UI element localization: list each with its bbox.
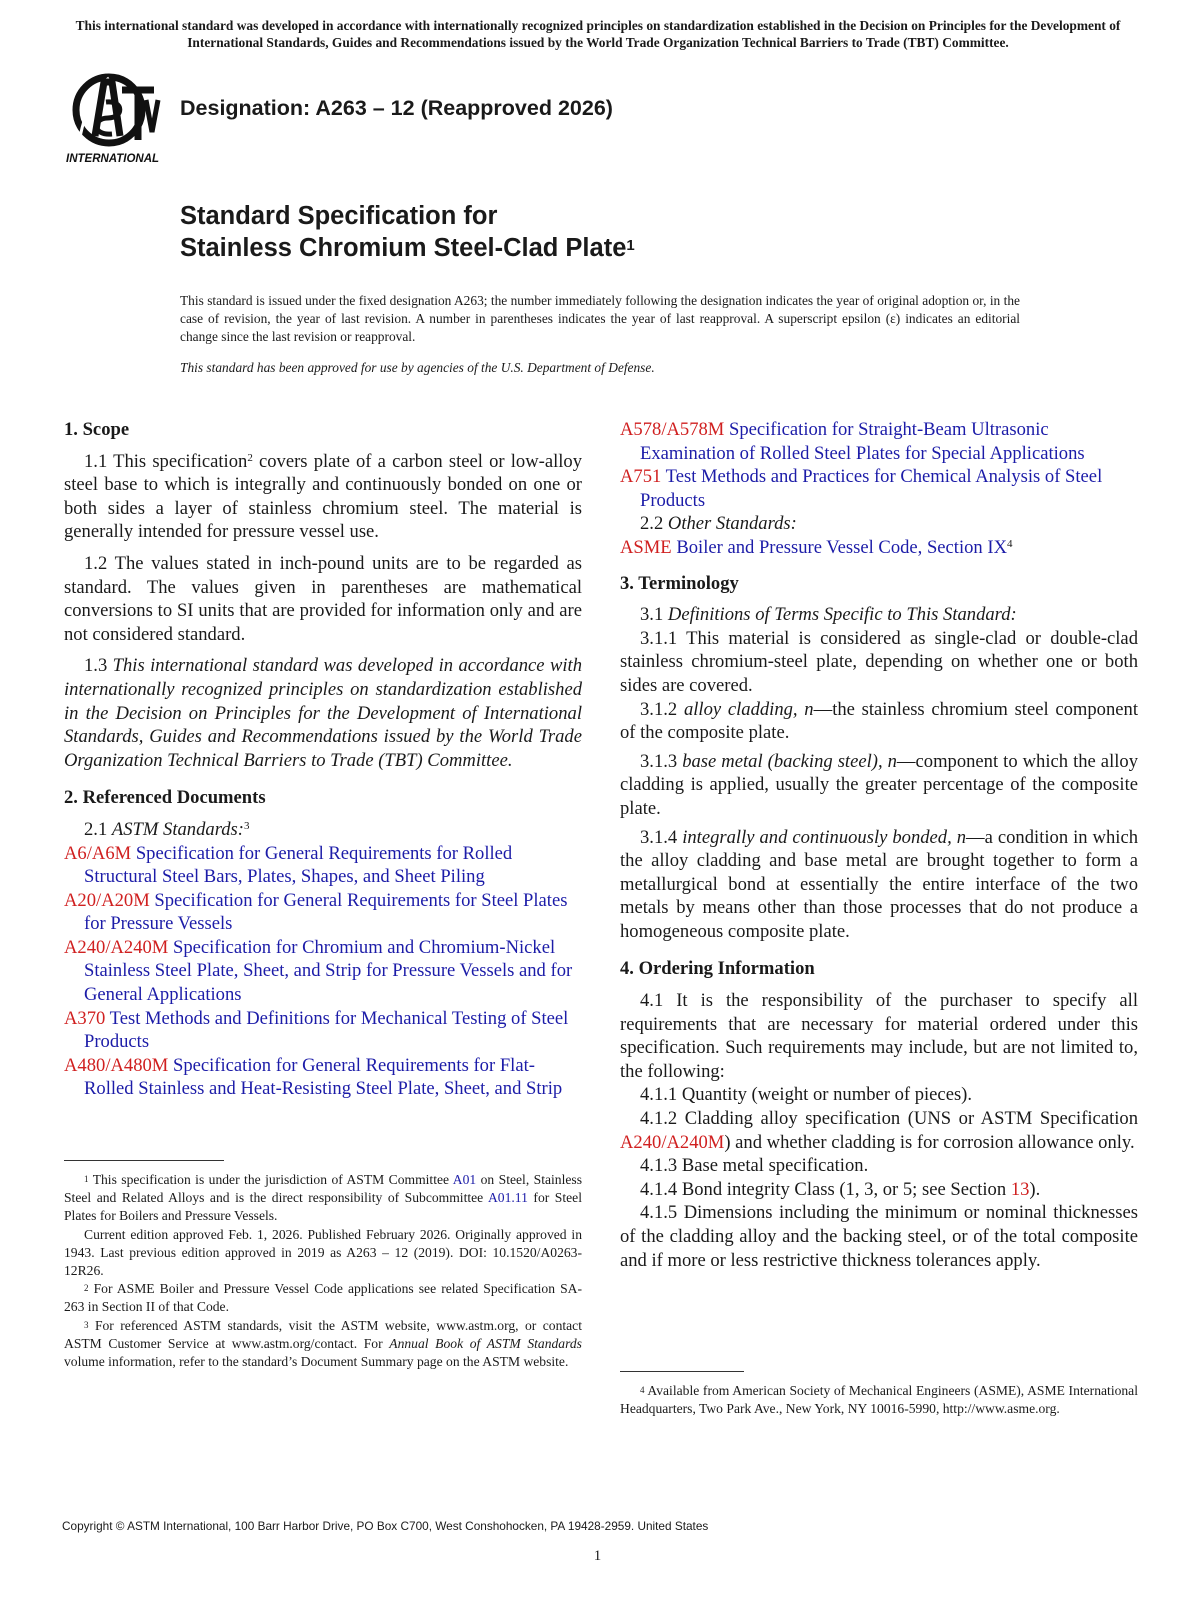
ref-title-link[interactable]: Specification for General Requirements for Flat-Rolled Stainless and Heat-Resisting Steel Plate, Sheet, and Strip (84, 1054, 563, 1100)
wto-banner: This international standard was developed in accordance with internationally recognized principles on standardization established in the Decision on Principles for the Development of International Standards, Guides and Recommendations issued by the World Trade Organization Technical Barriers to Trade (TBT) Committee. (75, 18, 1121, 50)
issuance-note: This standard is issued under the fixed designation A263; the number immediately following the designation indicates the year of original adoption or, in the case of revision, the year of last revision. A number in parentheses indicates the year of last reapproval. A superscript epsilon (ε) indicates an editorial change since the last revision or reapproval. (180, 293, 1020, 344)
term-3-1-4: 3.1.4 integrally and continuously bonded, n—a condition in which the alloy cladding and base metal are brought together to form a metallurgical bond at essentially the entire interface of the two metals by means other than those processes that do not produce a homogeneous composite plate. (620, 826, 1139, 942)
other-standards-label: 2.2 Other Standards: (640, 513, 797, 535)
footnote-ref-3[interactable]: 3 (243, 819, 250, 832)
scope-1-2: 1.2 The values stated in inch-pound units are to be regarded as standard. The values given in parentheses are mathematical conversions to SI units that are provided for information only and are not considered standard. (64, 552, 582, 645)
page-number: 1 (593, 1548, 602, 1564)
ref-a370 (64, 1007, 582, 1054)
ref-code-link[interactable]: ASME (620, 536, 672, 558)
right-column (620, 418, 1138, 1272)
ref-a20 (64, 889, 582, 936)
term-3-1-3: 3.1.3 base metal (backing steel), n—component to which the alloy cladding is applied, usually the greater percentage of the composite plate. (620, 750, 1138, 819)
ref-code-link[interactable]: A370 (64, 1007, 106, 1029)
astm-standards-label: 2.1 ASTM Standards:$^3$ (84, 818, 250, 840)
scope-1-1: 1.1 This specification$^2$ covers plate of a carbon steel or low-alloy steel base to which is integrally and continuously bonded on one or both sides a layer of stainless chromium steel. The material is generally intended for pressure vessel use. (64, 450, 583, 543)
section-13-link[interactable]: 13 (1010, 1178, 1030, 1200)
ref-a480 (64, 1054, 582, 1101)
footnote-4: $^4$ Available from American Society of Mechanical Engineers (ASME), ASME International Headquarters, Two Park Ave., New York, NY 10016-5990, http://www.asme.org. (620, 1383, 1138, 1417)
ref-title-link[interactable]: Boiler and Pressure Vessel Code, Section IX (676, 536, 1008, 558)
ref-code-link[interactable]: A480/A480M (64, 1054, 169, 1076)
ref-code-link[interactable]: A6/A6M (64, 842, 132, 864)
designation: Designation: A263 – 12 (Reapproved 2026) (180, 96, 613, 120)
footnote-edition: Current edition approved Feb. 1, 2026. Published February 2026. Originally approved in 1943. Last previous edition approved in 2019 as A263 – 12 (2019). DOI: 10.1520/A0263-12R26. (64, 1226, 582, 1279)
section-scope-heading: 1. Scope (64, 419, 130, 440)
scope-1-3: 1.3 This international standard was developed in accordance with internationally recognized principles on standardization established in the Decision on Principles for the Development of International Standards, Guides and Recommendations issued by the World Trade Organization Technical Barriers to Trade (TBT) Committee. (64, 655, 582, 771)
ref-code-link[interactable]: A240/A240M (64, 936, 169, 958)
left-column (64, 418, 582, 1101)
footnotes-right (620, 1371, 1138, 1418)
ref-title-link[interactable]: Specification for General Requirements for Rolled Structural Steel Bars, Plates, Shapes, and Sheet Piling (84, 842, 513, 888)
ref-code-link[interactable]: A751 (620, 466, 662, 488)
title-footnote-mark[interactable]: 1 (626, 237, 635, 254)
astm-logo-icon (62, 70, 168, 166)
astm-logo (62, 70, 168, 166)
ref-title-link[interactable]: Specification for Chromium and Chromium-Nickel Stainless Steel Plate, Sheet, and Strip for Pressure Vessels and for General Applications (84, 936, 573, 1006)
section-terminology-heading: 3. Terminology (620, 572, 739, 594)
term-3-1-1: 3.1.1 This material is considered as single-clad or double-clad stainless chromium-steel plate, depending on whether one or both sides are covered. (620, 627, 1138, 696)
ref-code-link[interactable]: A578/A578M (620, 419, 725, 440)
section-refdocs-heading: 2. Referenced Documents (64, 787, 266, 809)
logo-wordmark: INTERNATIONAL (66, 153, 160, 165)
footnote-1: $^1$ This specification is under the jurisdiction of ASTM Committee A01 on Steel, Stainless Steel and Related Alloys and is the direct responsibility of Subcommittee A01.11 for Steel Plates for Boilers and Pressure Vessels. (64, 1172, 582, 1224)
title-line-2: Stainless Chromium Steel-Clad Plate (180, 234, 627, 262)
ref-a240 (64, 936, 582, 1007)
ref-code-link[interactable]: A20/A20M (64, 889, 150, 911)
committee-a01-link[interactable]: A01 (452, 1172, 477, 1187)
ordering-4-1-3: 4.1.3 Base metal specification. (640, 1155, 869, 1177)
a240-link[interactable]: A240/A240M (620, 1131, 725, 1153)
document-title (180, 200, 635, 264)
term-3-1-2: 3.1.2 alloy cladding, n—the stainless chromium steel component of the composite plate. (620, 698, 1138, 744)
footnote-3: $^3$ For referenced ASTM standards, visit the ASTM website, www.astm.org, or contact ASTM Customer Service at www.astm.org/contact. For Annual Book of ASTM Standards volume information, refer to the standard’s Document Summary page on the ASTM website. (64, 1317, 582, 1370)
ordering-4-1-5: 4.1.5 Dimensions including the minimum or nominal thicknesses of the cladding alloy and the backing steel, or of the total composite and if more or less restrictive thickness tolerances apply. (620, 1202, 1138, 1271)
ordering-4-1-1: 4.1.1 Quantity (weight or number of pieces). (640, 1084, 973, 1106)
ref-title-link[interactable]: Specification for General Requirements for Steel Plates for Pressure Vessels (84, 889, 568, 935)
ref-title-link[interactable]: Test Methods and Definitions for Mechanical Testing of Steel Products (84, 1007, 569, 1053)
ref-title-link[interactable]: Specification for Straight-Beam Ultrasonic Examination of Rolled Steel Plates for Special Applications (640, 419, 1085, 464)
ref-asme (620, 536, 1138, 560)
ref-a751 (620, 465, 1138, 512)
term-3-1: 3.1 Definitions of Terms Specific to This Standard: (640, 604, 1017, 626)
ordering-4-1-2: 4.1.2 Cladding alloy specification (UNS or ASTM Specification A240/A240M) and whether cladding is for corrosion allowance only. (620, 1108, 1138, 1153)
ref-a578 (620, 418, 1138, 465)
dod-approval-note: This standard has been approved for use by agencies of the U.S. Department of Defense. (180, 360, 655, 375)
ordering-4-1-4: 4.1.4 Bond integrity Class (1, 3, or 5; see Section 13). (640, 1178, 1041, 1200)
ref-title-link[interactable]: Test Methods and Practices for Chemical Analysis of Steel Products (640, 466, 1103, 511)
title-line-1: Standard Specification for (180, 202, 498, 230)
subcommittee-a01-11-link[interactable]: A01.11 (487, 1190, 528, 1206)
footnote-ref-2[interactable]: 2 (247, 451, 253, 464)
section-ordering-heading: 4. Ordering Information (620, 958, 815, 980)
footnote-ref-4[interactable]: 4 (1007, 537, 1013, 550)
ordering-4-1: 4.1 It is the responsibility of the purchaser to specify all requirements that are necessary for material ordered under this specification. Such requirements may include, but are not limited to, the following: (620, 990, 1138, 1082)
footnote-2: $^2$ For ASME Boiler and Pressure Vessel Code applications see related Specification SA-263 in Section II of that Code. (64, 1281, 582, 1315)
ref-a6 (64, 842, 582, 889)
footnotes-left (64, 1160, 582, 1371)
copyright-line: Copyright © ASTM International, 100 Barr Harbor Drive, PO Box C700, West Conshohocken, PA 19428-2959. United States (62, 1519, 709, 1533)
